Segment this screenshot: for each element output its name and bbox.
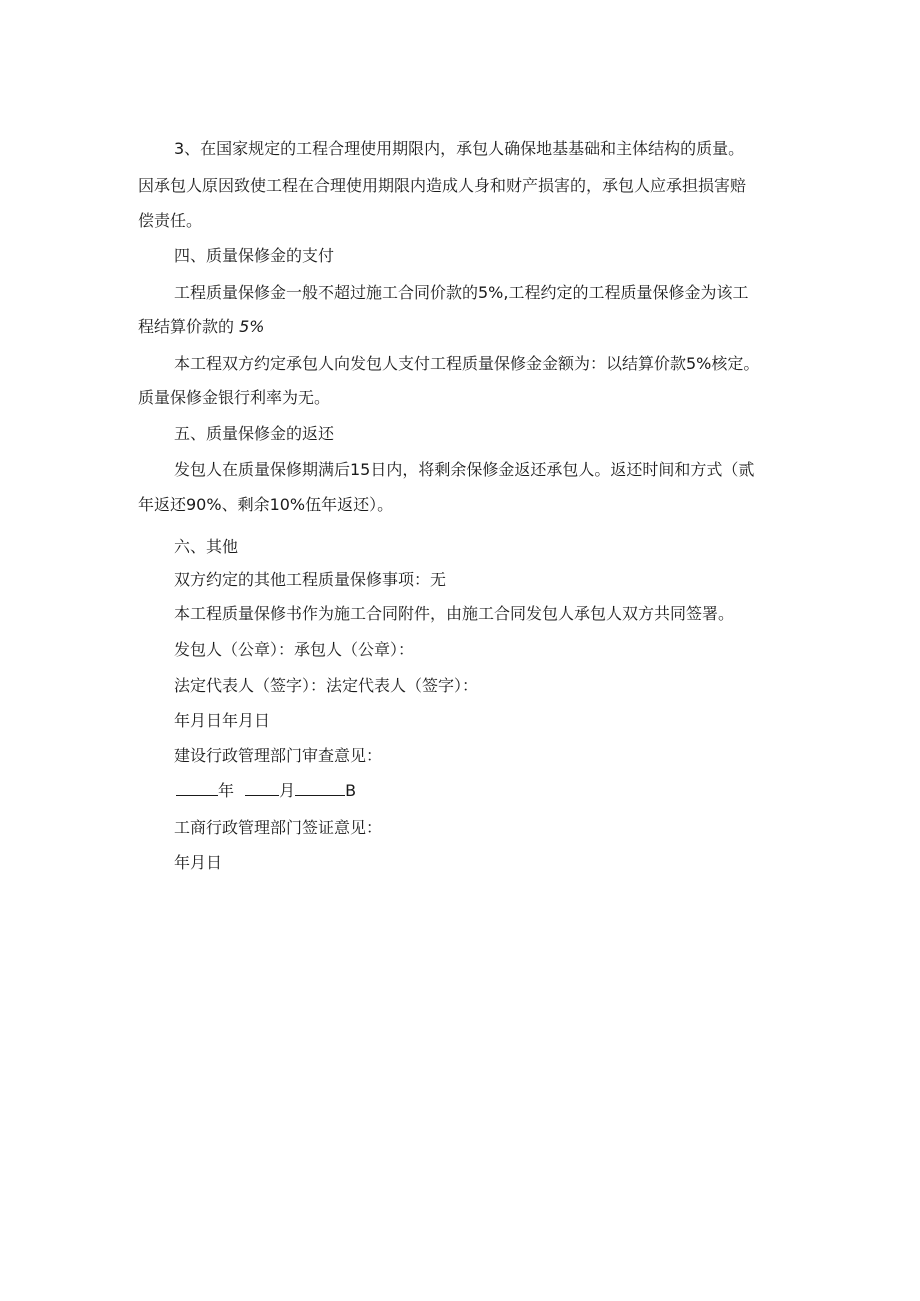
section5-para-line2: 年返还90%、剩余10%伍年返还）。 (138, 495, 394, 514)
day-label: B (345, 781, 357, 800)
section4-retention-rate: 5% (239, 317, 265, 336)
month-blank (245, 781, 279, 796)
representatives-line: 法定代表人（签字）：法定代表人（签字）： (174, 676, 479, 695)
item3-line2: 因承包人原因致使工程在合理使用期限内造成人身和财产损害的，承包人应承担损害赔 (138, 176, 747, 195)
dates-line: 年月日年月日 (174, 711, 271, 730)
year-blank (176, 781, 218, 796)
section5-heading: 五、质量保修金的返还 (174, 424, 335, 443)
section6-heading: 六、其他 (174, 537, 239, 556)
section4-para2-line2: 质量保修金银行利率为无。 (138, 388, 331, 407)
construction-opinion-line: 建设行政管理部门审查意见： (174, 746, 383, 765)
construction-date-line (176, 781, 356, 801)
month-label: 月 (279, 781, 296, 800)
day-blank (295, 781, 345, 796)
section4-para2-line1: 本工程双方约定承包人向发包人支付工程质量保修金金额为：以结算价款5%核定。 (174, 354, 760, 373)
section4-para1-line2 (138, 317, 265, 337)
item3-line1: 3、在国家规定的工程合理使用期限内，承包人确保地基基础和主体结构的质量。 (174, 139, 745, 158)
section5-para-line1: 发包人在质量保修期满后15日内，将剩余保修金返还承包人。返还时间和方式（贰 (174, 460, 755, 479)
other-items-line: 双方约定的其他工程质量保修事项：无 (174, 570, 447, 589)
seals-line: 发包人（公章）：承包人（公章）： (174, 640, 415, 659)
final-date-line: 年月日 (174, 853, 223, 872)
commerce-opinion-line: 工商行政管理部门签证意见： (174, 818, 383, 837)
year-label: 年 (218, 781, 235, 800)
section4-heading: 四、质量保修金的支付 (174, 246, 335, 265)
item3-line3: 偿责任。 (138, 211, 203, 230)
section4-para1-line2-text: 程结算价款的 (138, 317, 235, 336)
section4-para1-line1: 工程质量保修金一般不超过施工合同价款的5%,工程约定的工程质量保修金为该工 (174, 283, 749, 302)
attachment-note: 本工程质量保修书作为施工合同附件，由施工合同发包人承包人双方共同签署。 (174, 604, 735, 623)
